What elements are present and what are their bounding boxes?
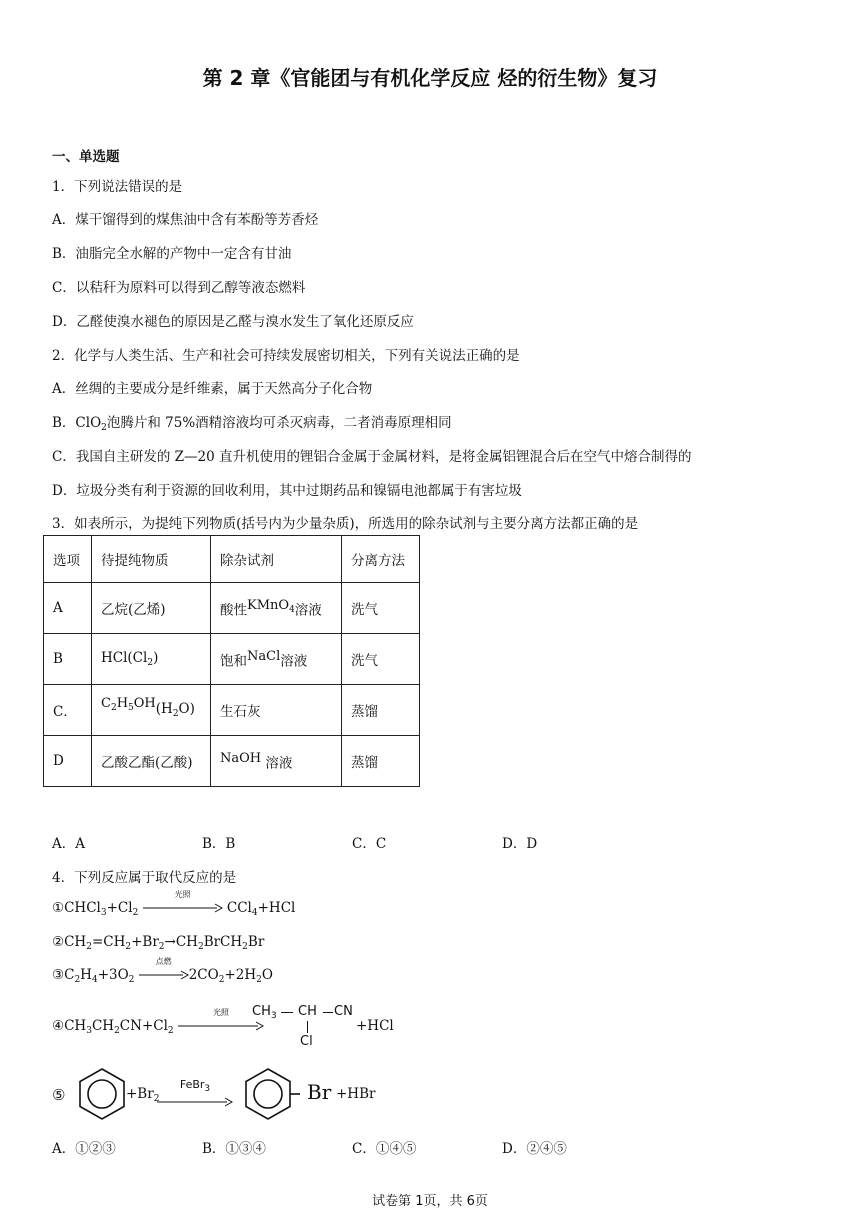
page-footer: 试卷第 1页，共 6页 xyxy=(372,1194,488,1209)
table-cell-option: D xyxy=(44,736,92,787)
q4-choice-b: B．①③④ xyxy=(202,1141,266,1157)
table-cell-method: 蒸馏 xyxy=(342,685,420,736)
table-cell-option: C． xyxy=(44,685,92,736)
table-row xyxy=(44,583,420,634)
q3-choice-b: B．B xyxy=(202,836,236,852)
reaction-5-arrow: FeBr$_3$ xyxy=(157,1078,233,1111)
table-cell-reagent: 酸性$^{KMnO_4}$溶液 xyxy=(211,583,342,634)
q2-option-b: B．ClO$_2$泡腾片和 75%酒精溶液均可杀灭病毒，二者消毒原理相同 xyxy=(52,415,452,433)
table-cell-substance: 乙酸乙酯(乙酸) xyxy=(92,736,211,787)
q2-option-a: A．丝绸的主要成分是纤维素，属于天然高分子化合物 xyxy=(52,381,373,397)
q4-choice-c: C．①④⑤ xyxy=(352,1141,417,1157)
table-header-cell: 待提纯物质 xyxy=(92,536,211,583)
table-row xyxy=(44,685,420,736)
arrow-icon: 光照 xyxy=(178,1019,264,1035)
section-heading: 一、单选题 xyxy=(52,149,120,165)
q1-option-c: C．以秸秆为原料可以得到乙醇等液态燃料 xyxy=(52,280,306,296)
q4-choice-d: D．②④⑤ xyxy=(502,1141,567,1157)
q2-stem: 2．化学与人类生活、生产和社会可持续发展密切相关，下列有关说法正确的是 xyxy=(52,348,520,364)
reaction-3: $③C_2H_4+3O_2$ 点燃 $2CO_2+2H_2O$ xyxy=(52,956,273,985)
reaction-5-number: ⑤ xyxy=(52,1086,66,1104)
table-header-cell: 分离方法 xyxy=(342,536,420,583)
reaction-4-byproduct: +HCl xyxy=(356,1018,394,1034)
reaction-4: $④CH_3CH_2CN+Cl_2$ 光照 xyxy=(52,1018,264,1036)
bromobenzene-ring-icon xyxy=(240,1066,300,1122)
q1-option-b: B．油脂完全水解的产物中一定含有甘油 xyxy=(52,246,292,262)
table-cell-substance: $HCl(Cl_2)$ xyxy=(92,634,211,685)
q1-option-a: A．煤干馏得到的煤焦油中含有苯酚等芳香烃 xyxy=(52,212,319,228)
purification-table xyxy=(43,535,420,787)
arrow-icon: 点燃 xyxy=(139,968,189,984)
q1-stem: 1．下列说法错误的是 xyxy=(52,179,183,195)
table-cell-option: B xyxy=(44,634,92,685)
table-cell-method: 洗气 xyxy=(342,583,420,634)
q1-option-d: D．乙醛使溴水褪色的原因是乙醛与溴水发生了氧化还原反应 xyxy=(52,314,414,330)
q4-choice-a: A．①②③ xyxy=(52,1141,116,1157)
bromine-label: Br xyxy=(307,1080,332,1104)
benzene-ring-icon xyxy=(74,1066,130,1122)
reaction-2: $②CH_2=CH_2+Br_2\to CH_2BrCH_2Br$ xyxy=(52,934,265,952)
table-cell-method: 蒸馏 xyxy=(342,736,420,787)
q3-choice-d: D．D xyxy=(502,836,538,852)
reaction-5-byproduct: +HBr xyxy=(336,1086,376,1102)
q3-stem: 3．如表所示，为提纯下列物质(括号内为少量杂质)，所选用的除杂试剂与主要分离方法都正确的是 xyxy=(52,516,639,532)
table-cell-option: A xyxy=(44,583,92,634)
reaction-5-reagent: $+Br_2$ xyxy=(126,1086,160,1104)
table-header-cell: 除杂试剂 xyxy=(211,536,342,583)
q2-option-c: C．我国自主研发的 Z—20 直升机使用的锂铝合金属于金属材料，是将金属铝锂混合后在空气中熔合制得的 xyxy=(52,449,692,465)
table-row xyxy=(44,736,420,787)
table-cell-method: 洗气 xyxy=(342,634,420,685)
table-header-cell: 选项 xyxy=(44,536,92,583)
q3-choice-c: C．C xyxy=(352,836,387,852)
table-cell-reagent: 饱和$^{NaCl}$溶液 xyxy=(211,634,342,685)
q3-choice-a: A．A xyxy=(52,836,85,852)
table-cell-substance: 乙烷(乙烯) xyxy=(92,583,211,634)
arrow-icon xyxy=(157,1097,233,1107)
q2-option-d: D．垃圾分类有利于资源的回收利用，其中过期药品和镍镉电池都属于有害垃圾 xyxy=(52,483,522,499)
table-cell-reagent: $^{NaOH}$ 溶液 xyxy=(211,736,342,787)
page-title: 第 2 章《官能团与有机化学反应 烃的衍生物》复习 xyxy=(202,66,658,90)
table-cell-reagent: 生石灰 xyxy=(211,685,342,736)
arrow-icon: 光照 xyxy=(143,901,223,917)
table-header-row xyxy=(44,536,420,583)
table-cell-substance: $C_2H_5OH(H_2O)$ xyxy=(92,685,211,736)
chloro-propanenitrile-structure: $CH_3$ CH CN Cl xyxy=(252,1004,353,1049)
q4-stem: 4．下列反应属于取代反应的是 xyxy=(52,870,237,886)
reaction-1: $①CHCl_3+Cl_2$ 光照 CCl$_4$+HCl xyxy=(52,889,296,918)
table-row xyxy=(44,634,420,685)
